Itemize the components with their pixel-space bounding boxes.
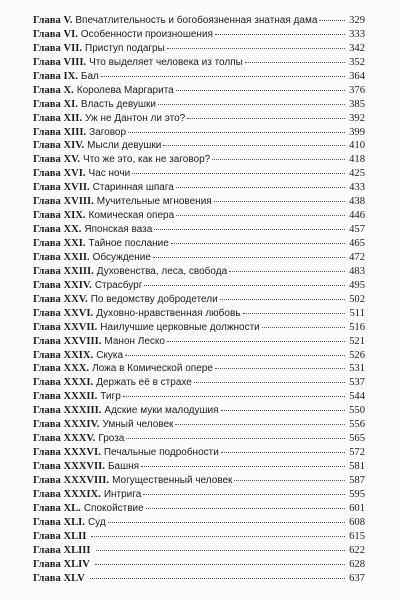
chapter-title: Гроза — [98, 433, 125, 445]
chapter-label: Глава XI. — [33, 98, 78, 110]
page-number: 376 — [349, 84, 365, 96]
chapter-title: Адские муки малодушия — [104, 405, 219, 417]
page-number: 526 — [349, 349, 365, 361]
toc-entry — [33, 404, 365, 418]
dot-leader — [262, 327, 345, 328]
dot-leader — [221, 410, 345, 411]
dot-leader — [175, 424, 345, 425]
chapter-label: Глава XXII. — [33, 251, 90, 263]
dot-leader — [123, 396, 345, 397]
dot-leader — [167, 48, 345, 49]
dot-leader — [167, 341, 345, 342]
chapter-title: Башня — [107, 461, 140, 472]
chapter-label: Глава XLIV — [33, 558, 90, 570]
page-number: 495 — [349, 279, 365, 291]
toc-entry — [33, 321, 365, 335]
toc-entry — [33, 530, 365, 544]
dot-leader — [158, 104, 345, 105]
dot-leader — [144, 285, 345, 286]
chapter-title: Страсбург — [94, 279, 143, 291]
chapter-label: Глава XXXI. — [33, 377, 94, 389]
page-number: 595 — [349, 488, 365, 500]
toc-entry — [33, 28, 365, 42]
page-number: 502 — [349, 293, 365, 305]
dot-leader — [125, 355, 345, 356]
page-number: 531 — [349, 363, 365, 375]
dot-leader — [220, 299, 345, 300]
page-number: 457 — [349, 224, 365, 236]
page-number: 516 — [349, 321, 365, 333]
page-number: 410 — [349, 140, 365, 152]
chapter-label: Глава XXXIII. — [33, 405, 102, 417]
page-number: 465 — [349, 238, 365, 249]
toc-entry — [33, 307, 365, 321]
dot-leader — [212, 159, 345, 160]
chapter-label: Глава XXIII. — [33, 265, 94, 277]
page-number: 438 — [349, 196, 365, 208]
chapter-title: Тайное послание — [88, 238, 169, 249]
chapter-title: Приступ подагры — [85, 42, 165, 54]
chapter-label: Глава XII. — [33, 112, 82, 124]
chapter-title: Спокойствие — [83, 502, 144, 514]
chapter-label: Глава V. — [33, 15, 73, 26]
page-number: 581 — [349, 461, 365, 472]
chapter-title: Тигр — [100, 391, 121, 403]
chapter-label: Глава IX. — [33, 70, 78, 82]
page-number: 392 — [349, 112, 365, 124]
page-number: 608 — [349, 516, 365, 528]
toc-entry — [33, 474, 365, 488]
chapter-label: Глава XXXIX. — [33, 488, 101, 500]
dot-leader — [214, 201, 345, 202]
toc-entry — [33, 56, 365, 70]
chapter-label: Глава XXXVII. — [33, 461, 105, 472]
dot-leader — [221, 452, 345, 453]
dot-leader — [108, 522, 345, 523]
chapter-label: Глава XXX. — [33, 363, 90, 375]
chapter-label: Глава XXXVI. — [33, 447, 101, 459]
chapter-label: Глава XXIX. — [33, 349, 94, 361]
toc-entry — [33, 432, 365, 446]
toc-entry — [33, 42, 365, 56]
toc-entry — [33, 223, 365, 237]
chapter-title: Час ночи — [88, 168, 131, 180]
chapter-title: Уж не Дантон ли это? — [85, 112, 186, 124]
chapter-label: Глава XXXV. — [33, 433, 96, 445]
dot-leader — [153, 257, 345, 258]
toc-entry — [33, 376, 365, 390]
chapter-title: По ведомству добродетели — [90, 293, 218, 305]
page-number: 425 — [349, 168, 365, 180]
chapter-title: Скука — [96, 349, 124, 361]
toc-entry — [33, 544, 365, 558]
chapter-label: Глава XLIII — [33, 544, 91, 556]
page-number: 601 — [349, 502, 365, 514]
dot-leader — [154, 229, 345, 230]
chapter-title: Впечатлительность и богобоязненная знатная дама — [75, 15, 318, 26]
chapter-label: Глава XXVII. — [33, 321, 98, 333]
dot-leader — [215, 34, 345, 35]
dot-leader — [132, 173, 345, 174]
toc-entry — [33, 237, 365, 251]
page-number: 637 — [349, 572, 365, 584]
dot-leader — [128, 132, 345, 133]
page-number: 587 — [349, 474, 365, 486]
page-number: 556 — [349, 419, 365, 431]
dot-leader — [96, 550, 345, 551]
chapter-title: Держать её в страхе — [96, 377, 192, 389]
toc-entry — [33, 460, 365, 474]
table-of-contents — [33, 14, 365, 585]
dot-leader — [146, 508, 345, 509]
page-number: 521 — [349, 335, 365, 347]
toc-entry — [33, 167, 365, 181]
dot-leader — [141, 466, 345, 467]
page-number: 352 — [349, 56, 365, 68]
dot-leader — [215, 368, 345, 369]
page-number: 433 — [349, 182, 365, 194]
page-number: 342 — [349, 42, 365, 54]
toc-entry — [33, 418, 365, 432]
chapter-title: Духовно-нравственная любовь — [96, 307, 241, 319]
toc-entry — [33, 265, 365, 279]
chapter-label: Глава XIII. — [33, 126, 87, 138]
page-number: 399 — [349, 126, 365, 138]
toc-entry — [33, 446, 365, 460]
toc-entry — [33, 153, 365, 167]
page-number: 628 — [349, 558, 365, 570]
dot-leader — [245, 62, 345, 63]
chapter-title: Печальные подробности — [103, 447, 219, 459]
page-number: 329 — [349, 15, 365, 26]
toc-entry — [33, 98, 365, 112]
chapter-title: Старинная шпага — [92, 182, 174, 194]
toc-entry — [33, 251, 365, 265]
chapter-label: Глава XXVI. — [33, 307, 94, 319]
dot-leader — [176, 215, 345, 216]
chapter-title: Манон Леско — [104, 335, 165, 347]
toc-entry — [33, 181, 365, 195]
page-number: 550 — [349, 405, 365, 417]
toc-entry — [33, 349, 365, 363]
chapter-title: Бал — [80, 70, 99, 82]
page-number: 511 — [349, 307, 365, 319]
toc-entry — [33, 362, 365, 376]
toc-entry — [33, 139, 365, 153]
dot-leader — [91, 536, 345, 537]
chapter-title: Наилучшие церковные должности — [100, 321, 260, 333]
toc-entry — [33, 209, 365, 223]
chapter-title: Интрига — [103, 488, 142, 500]
chapter-title: Мучительные мгновения — [96, 196, 212, 208]
dot-leader — [187, 118, 345, 119]
dot-leader — [229, 271, 345, 272]
toc-entry — [33, 112, 365, 126]
chapter-title: Комическая опера — [88, 210, 175, 222]
chapter-label: Глава XXVIII. — [33, 335, 102, 347]
toc-entry — [33, 195, 365, 209]
chapter-label: Глава XXXVIII. — [33, 474, 110, 486]
toc-entry — [33, 84, 365, 98]
chapter-label: Глава XX. — [33, 224, 82, 236]
chapter-title: Особенности произношения — [80, 28, 213, 40]
toc-entry — [33, 279, 365, 293]
chapter-label: Глава VIII. — [33, 56, 87, 68]
dot-leader — [126, 438, 345, 439]
page-number: 544 — [349, 391, 365, 403]
chapter-label: Глава VI. — [33, 28, 78, 40]
chapter-label: Глава XXIV. — [33, 279, 92, 291]
chapter-label: Глава XXXII. — [33, 391, 98, 403]
chapter-title: Умный человек — [102, 419, 174, 431]
toc-entry — [33, 14, 365, 28]
chapter-label: Глава XV. — [33, 154, 81, 166]
dot-leader — [95, 564, 345, 565]
chapter-title: Мысли девушки — [87, 140, 162, 152]
chapter-label: Глава XXI. — [33, 238, 86, 249]
chapter-label: Глава XVI. — [33, 168, 86, 180]
page-number: 565 — [349, 433, 365, 445]
chapter-title: Что же это, как не заговор? — [83, 154, 211, 166]
toc-entry — [33, 488, 365, 502]
toc-entry — [33, 572, 365, 586]
toc-entry — [33, 558, 365, 572]
page-number: 537 — [349, 377, 365, 389]
chapter-label: Глава XLV — [33, 572, 85, 584]
chapter-title: Королева Маргарита — [76, 84, 174, 96]
toc-entry — [33, 390, 365, 404]
page-number: 472 — [349, 251, 365, 263]
chapter-title: Власть девушки — [80, 98, 156, 110]
page-number: 418 — [349, 154, 365, 166]
dot-leader — [243, 313, 346, 314]
page-number: 446 — [349, 210, 365, 222]
chapter-label: Глава XVIII. — [33, 196, 94, 208]
chapter-label: Глава X. — [33, 84, 74, 96]
chapter-title: Духовенства, леса, свобода — [96, 265, 228, 277]
dot-leader — [319, 20, 345, 21]
chapter-label: Глава XL. — [33, 502, 81, 514]
chapter-label: Глава XIX. — [33, 210, 86, 222]
chapter-label: Глава XLII — [33, 530, 87, 542]
page-number: 483 — [349, 265, 365, 277]
chapter-label: Глава XVII. — [33, 182, 90, 194]
chapter-title: Обсуждение — [92, 251, 151, 263]
chapter-label: Глава XIV. — [33, 140, 85, 152]
page-number: 333 — [349, 28, 365, 40]
page-number: 385 — [349, 98, 365, 110]
dot-leader — [176, 90, 345, 91]
page-number: 572 — [349, 447, 365, 459]
chapter-title: Что выделяет человека из толпы — [89, 56, 243, 68]
toc-entry — [33, 516, 365, 530]
chapter-title: Заговор — [89, 126, 127, 138]
page-number: 622 — [349, 544, 365, 556]
toc-entry — [33, 335, 365, 349]
dot-leader — [101, 76, 345, 77]
chapter-label: Глава XLI. — [33, 516, 85, 528]
dot-leader — [143, 494, 345, 495]
toc-entry — [33, 126, 365, 140]
dot-leader — [194, 382, 345, 383]
toc-entry — [33, 70, 365, 84]
chapter-title: Японская ваза — [84, 224, 153, 236]
chapter-label: Глава XXV. — [33, 293, 88, 305]
chapter-label: Глава XXXIV. — [33, 419, 100, 431]
dot-leader — [163, 145, 345, 146]
chapter-title: Могущественный человек — [112, 474, 233, 486]
page-number: 615 — [349, 530, 365, 542]
dot-leader — [171, 243, 345, 244]
chapter-title: Ложа в Комической опере — [92, 363, 213, 375]
chapter-label: Глава VII. — [33, 42, 82, 54]
chapter-title: Суд — [87, 516, 106, 528]
dot-leader — [176, 187, 345, 188]
toc-entry — [33, 502, 365, 516]
toc-entry — [33, 293, 365, 307]
dot-leader — [90, 578, 345, 579]
page-number: 364 — [349, 70, 365, 82]
dot-leader — [234, 480, 345, 481]
